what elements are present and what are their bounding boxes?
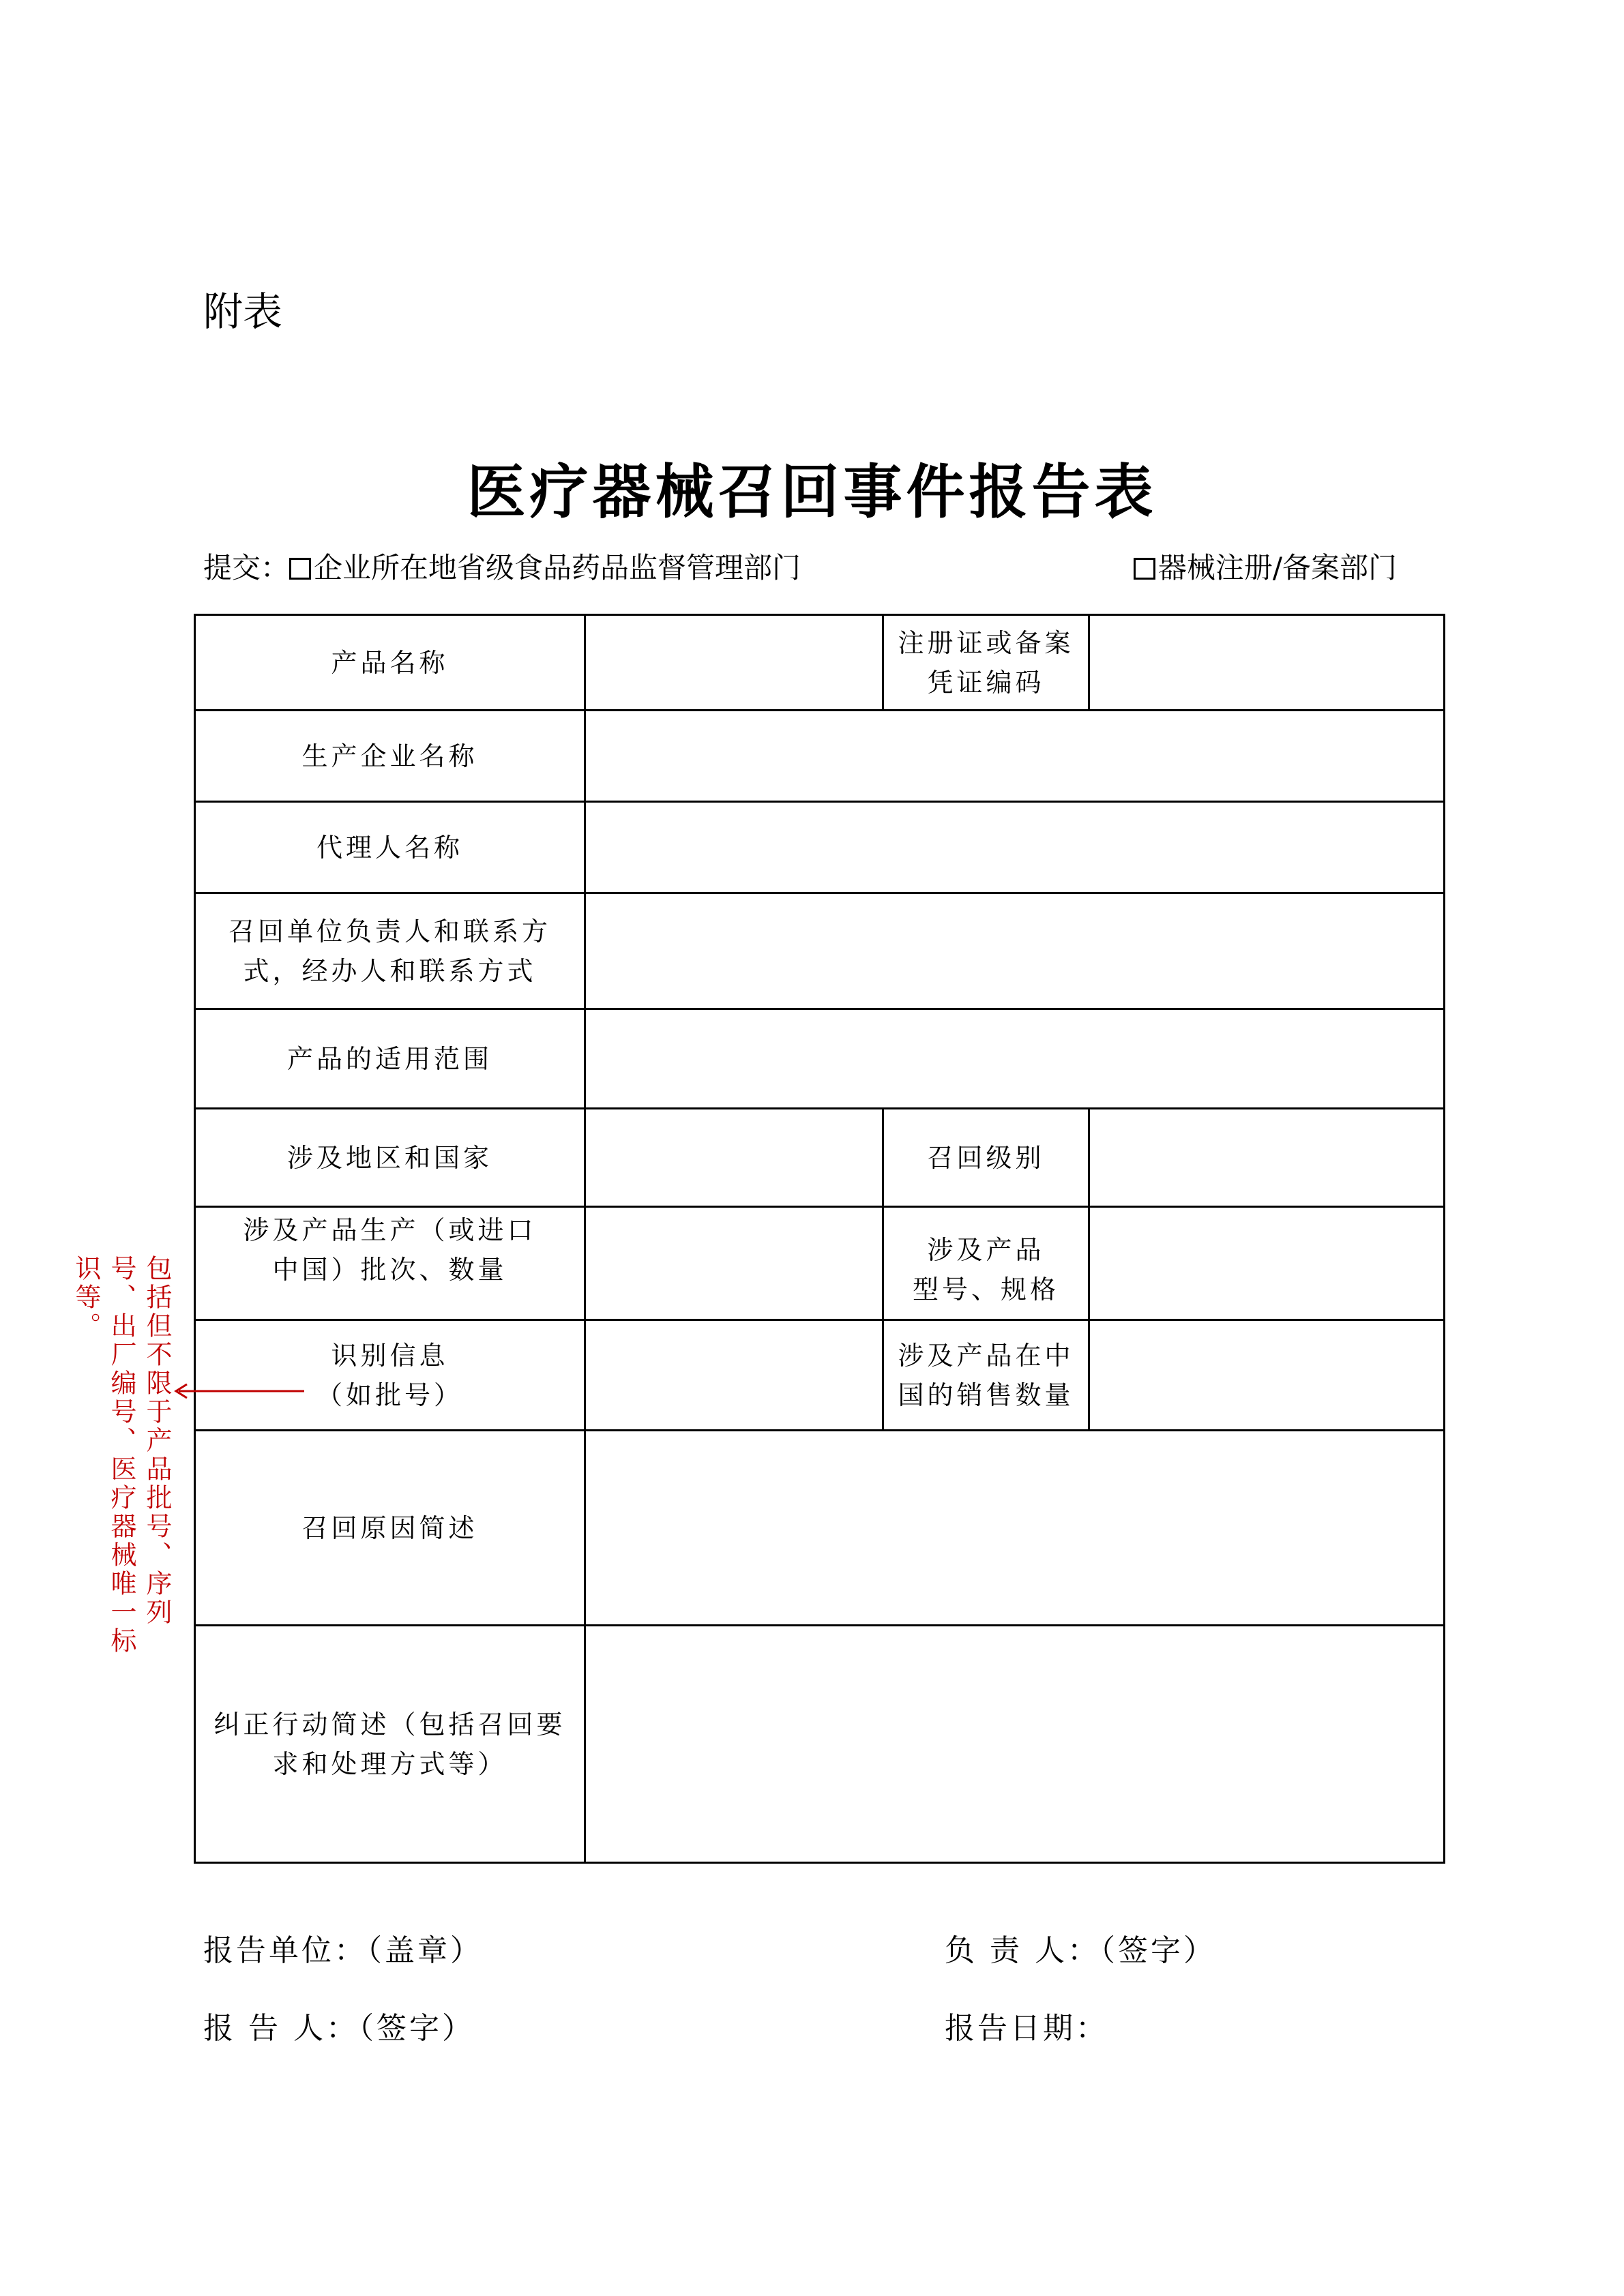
label-contact	[195, 893, 585, 1009]
recall-report-table	[194, 614, 1445, 1864]
footer-reporter: 报 告 人：（签字）	[203, 2011, 475, 2046]
footer-report-unit: 报告单位：（盖章）	[203, 1933, 483, 1968]
field-sales[interactable]	[1089, 1320, 1445, 1431]
submit-option-registration: 器械注册/备案部门	[1157, 551, 1397, 584]
label-reason: 召回原因简述	[195, 1431, 585, 1626]
label-batch-line1: 涉及产品生产（或进口	[243, 1215, 537, 1245]
submit-prefix: 提交：	[203, 551, 290, 584]
submit-option-provincial: 企业所在地省级食品药品监督管理部门	[314, 551, 801, 584]
appendix-label: 附表	[203, 288, 283, 335]
label-sales-line2: 国的销售数量	[898, 1380, 1074, 1410]
label-corrective-action-line2: 求和处理方式等）	[272, 1748, 507, 1779]
table-row	[195, 893, 1445, 1009]
page-title: 医疗器械召回事件报告表	[467, 458, 1157, 526]
label-sales	[883, 1320, 1089, 1431]
field-contact[interactable]	[585, 893, 1445, 1009]
field-scope[interactable]	[585, 1009, 1445, 1109]
label-registration-no	[883, 615, 1089, 711]
label-identification-line1: 识别信息	[331, 1340, 449, 1371]
label-model-line2: 型号、规格	[912, 1274, 1059, 1304]
label-identification-line2: （如批号）	[316, 1380, 463, 1410]
table-row	[195, 1207, 1445, 1320]
label-registration-no-line1: 注册证或备案	[898, 627, 1074, 658]
side-annotation: 包括但不限于产品批号、序列号、出厂编号、医疗器械唯一标识等。	[71, 1255, 172, 1656]
checkbox-provincial[interactable]	[289, 558, 311, 580]
label-contact-line1: 召回单位负责人和联系方	[228, 916, 551, 946]
label-agent: 代理人名称	[195, 802, 585, 893]
label-corrective-action-line1: 纠正行动简述（包括召回要	[213, 1709, 566, 1740]
footer-report-date: 报告日期：	[945, 2011, 1108, 2046]
field-product-name[interactable]	[585, 615, 883, 711]
table-row	[195, 1431, 1445, 1626]
field-regions[interactable]	[585, 1109, 883, 1207]
footer-responsible: 负 责 人：（签字）	[945, 1933, 1216, 1968]
field-identification[interactable]	[585, 1320, 883, 1431]
label-manufacturer: 生产企业名称	[195, 711, 585, 802]
label-corrective-action	[195, 1626, 585, 1863]
label-recall-level: 召回级别	[883, 1109, 1089, 1207]
field-registration-no[interactable]	[1089, 615, 1445, 711]
field-reason[interactable]	[585, 1431, 1445, 1626]
arrow-left-icon	[171, 1381, 307, 1401]
table-row	[195, 1320, 1445, 1431]
label-regions: 涉及地区和国家	[195, 1109, 585, 1207]
field-model[interactable]	[1089, 1207, 1445, 1320]
label-identification	[195, 1320, 585, 1431]
label-product-name: 产品名称	[195, 615, 585, 711]
field-manufacturer[interactable]	[585, 711, 1445, 802]
field-corrective-action[interactable]	[585, 1626, 1445, 1863]
table-row	[195, 711, 1445, 802]
field-batch[interactable]	[585, 1207, 883, 1320]
table-row	[195, 1109, 1445, 1207]
table-row	[195, 1009, 1445, 1109]
label-sales-line1: 涉及产品在中	[898, 1340, 1074, 1371]
table-row	[195, 802, 1445, 893]
submit-line	[203, 546, 1397, 586]
table-row	[195, 615, 1445, 711]
field-agent[interactable]	[585, 802, 1445, 893]
label-registration-no-line2: 凭证编码	[927, 667, 1045, 698]
field-recall-level[interactable]	[1089, 1109, 1445, 1207]
table-row	[195, 1626, 1445, 1863]
label-batch	[195, 1207, 585, 1320]
label-model	[883, 1207, 1089, 1320]
label-scope: 产品的适用范围	[195, 1009, 585, 1109]
label-batch-line2: 中国）批次、数量	[272, 1255, 507, 1285]
label-contact-line2: 式，经办人和联系方式	[243, 955, 537, 986]
checkbox-registration[interactable]	[1134, 558, 1155, 580]
label-model-line1: 涉及产品	[927, 1235, 1045, 1265]
